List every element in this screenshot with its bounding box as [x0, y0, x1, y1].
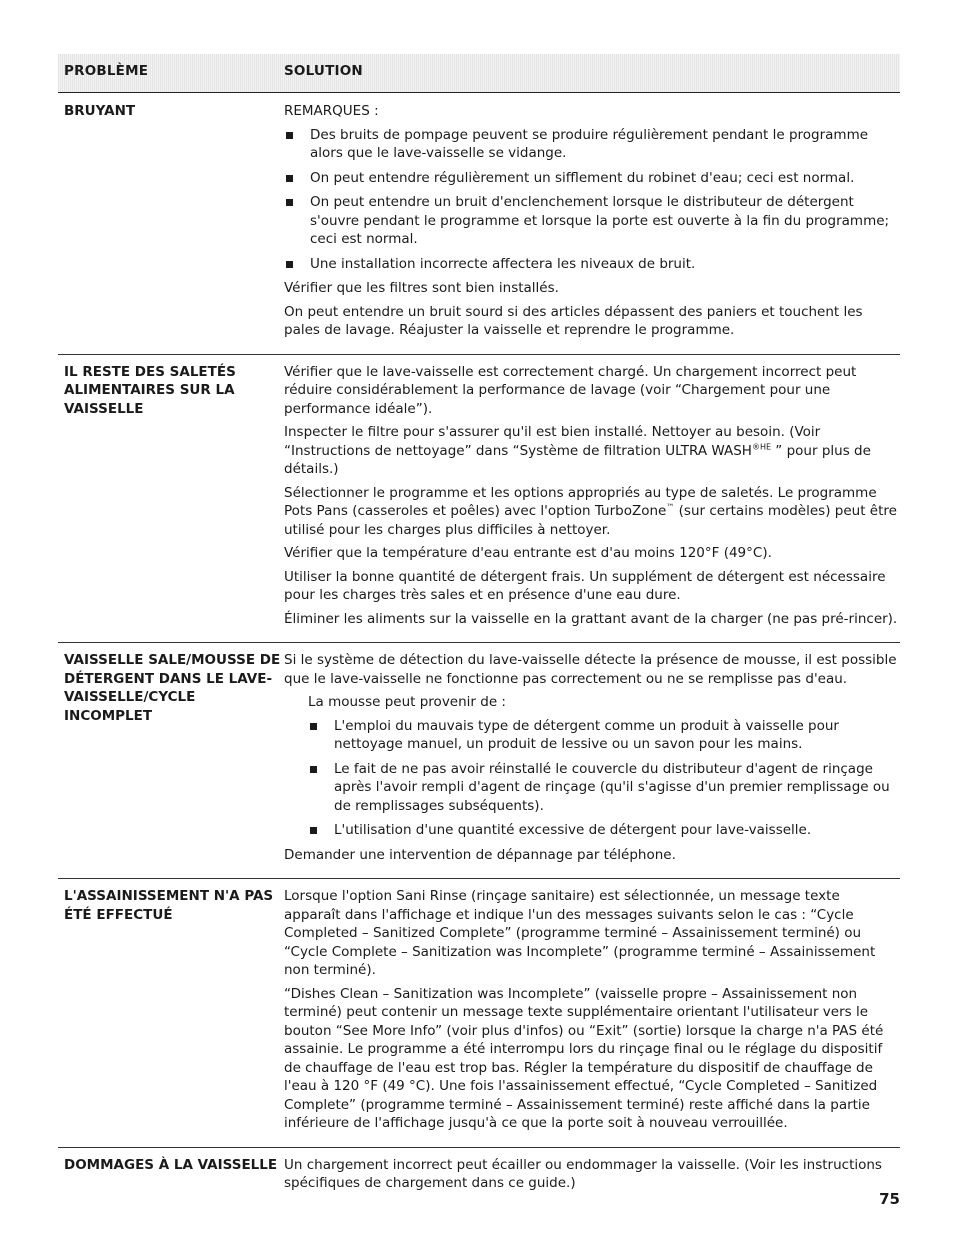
table-row — [58, 93, 900, 355]
list-item: Des bruits de pompage peuvent se produire régulièrement pendant le programme alors que le lave-vaisselle se vidange. — [284, 126, 900, 163]
list-item: Une installation incorrecte affectera les niveaux de bruit. — [284, 255, 900, 274]
remarks-label: REMARQUES : — [284, 103, 379, 119]
list-item: L'emploi du mauvais type de détergent comme un produit à vaisselle pour nettoyage manuel, un produit de lessive ou un savon pour les mains. — [308, 717, 900, 754]
paragraph: Utiliser la bonne quantité de détergent frais. Un supplément de détergent est nécessaire pour les charges très sales et en présence d'une eau dure. — [284, 568, 886, 603]
bullet-square-icon — [286, 175, 293, 182]
table-row — [58, 1148, 900, 1207]
paragraph: Un chargement incorrect peut écailler ou endommager la vaisselle. (Voir les instructions spécifiques de chargement dans ce guide.) — [284, 1156, 882, 1191]
paragraph: “Dishes Clean – Sanitization was Incomplete” (vaisselle propre – Assainissement non terminé) peut contenir un message texte supplémentaire orientant l'utilisateur vers le bouton “See More Info” (voir plus d'infos) ou “Exit” (sortie) lorsque la charge n'a PAS été assainie. Le programme a été interrompu lors du rinçage final ou le réglage du dispositif de chauffage de l'eau est trop bas. Régler la température du dispositif de chauffage de l'eau à 120 °F (49 °C). Une fois l'assainissement effectué, “Cycle Completed – Sanitized Complete” (programme terminé – Assainissement terminé) reste affiché dans la partie inférieure de l'affichage jusqu'à ce que la porte soit à nouveau verrouillée. — [284, 985, 884, 1131]
problem-cell: IL RESTE DES SALETÉS ALIMENTAIRES SUR LA VAISSELLE — [64, 363, 236, 417]
paragraph: Inspecter le filtre pour s'assurer qu'il est bien installé. Nettoyer au besoin. (Voir “Instructions de nettoyage” dans “Système de filtration ULTRA $WASH^{®HE}$ ” pour plus de détails.) — [284, 424, 871, 477]
header-solution: SOLUTION — [284, 63, 363, 79]
paragraph: Demander une intervention de dépannage par téléphone. — [284, 846, 676, 863]
troubleshooting-table — [58, 54, 900, 1207]
problem-cell: BRUYANT — [64, 103, 136, 119]
bullet-square-icon — [310, 827, 317, 834]
list-item: Le fait de ne pas avoir réinstallé le couvercle du distributeur d'agent de rinçage après l'avoir rempli d'agent de rinçage (qu'il s'agisse d'un premier remplissage ou de remplissages subséquents). — [308, 760, 900, 816]
bullet-square-icon — [286, 199, 293, 206]
sublist-intro: La mousse peut provenir de : — [308, 694, 506, 710]
bullet-square-icon — [310, 766, 317, 773]
solution-cell — [284, 363, 900, 634]
table-row — [58, 355, 900, 644]
solution-cell — [284, 887, 900, 1138]
problem-cell: L'ASSAINISSEMENT N'A PAS ÉTÉ EFFECTUÉ — [64, 888, 274, 923]
paragraph: Éliminer les aliments sur la vaisselle en la grattant avant de la charger (ne pas pré-rincer). — [284, 610, 898, 627]
page-number: 75 — [879, 1190, 900, 1208]
problem-cell: DOMMAGES À LA VAISSELLE — [64, 1156, 278, 1173]
bullet-square-icon — [310, 723, 317, 730]
solution-cell — [284, 651, 900, 869]
list-item: L'utilisation d'une quantité excessive de détergent pour lave-vaisselle. — [308, 821, 900, 840]
bullet-square-icon — [286, 132, 293, 139]
paragraph: Vérifier que le lave-vaisselle est correctement chargé. Un chargement incorrect peut réduire considérablement la performance de lavage (voir “Chargement pour une performance idéale”). — [284, 363, 857, 417]
bullet-square-icon — [286, 261, 293, 268]
list-item: On peut entendre régulièrement un sifflement du robinet d'eau; ceci est normal. — [284, 169, 900, 188]
header-problem: PROBLÈME — [64, 63, 149, 79]
solution-cell — [284, 102, 900, 345]
list-item: On peut entendre un bruit d'enclenchement lorsque le distributeur de détergent s'ouvre pendant le programme et lorsque la porte est ouverte à la fin du programme; ceci est normal. — [284, 193, 900, 249]
paragraph: Vérifier que les filtres sont bien installés. — [284, 280, 559, 296]
paragraph: Lorsque l'option Sani Rinse (rinçage sanitaire) est sélectionnée, un message texte apparaît dans l'affichage et indique l'un des messages suivants selon le cas : “Cycle Completed – Sanitized Complete” (programme terminé – Assainissement terminé) ou “Cycle Complete – Sanitization was Incomplete” (programme terminé – Assainissement non terminé). — [284, 888, 876, 978]
paragraph: Sélectionner le programme et les options appropriés au type de saletés. Le programme Pots Pans (casseroles et poêles) avec l'option TurboZone™ (sur certains modèles) peut être utilisé pour les charges plus difficiles à nettoyer. — [284, 484, 897, 538]
paragraph: Si le système de détection du lave-vaisselle détecte la présence de mousse, il est possible que le lave-vaisselle ne fonctionne pas correctement ou ne se remplisse pas d'eau. — [284, 652, 897, 687]
table-header — [58, 54, 900, 93]
table-row — [58, 643, 900, 879]
paragraph: Vérifier que la température d'eau entrante est d'au moins 120°F (49°C). — [284, 545, 772, 561]
paragraph: On peut entendre un bruit sourd si des articles dépassent des paniers et touchent les pales de lavage. Réajuster la vaisselle et reprendre le programme. — [284, 303, 863, 338]
solution-cell — [284, 1156, 900, 1198]
table-row — [58, 879, 900, 1148]
problem-cell: VAISSELLE SALE/MOUSSE DE DÉTERGENT DANS LE LAVE-VAISSELLE/CYCLE INCOMPLET — [64, 652, 281, 724]
sublist — [284, 693, 900, 840]
